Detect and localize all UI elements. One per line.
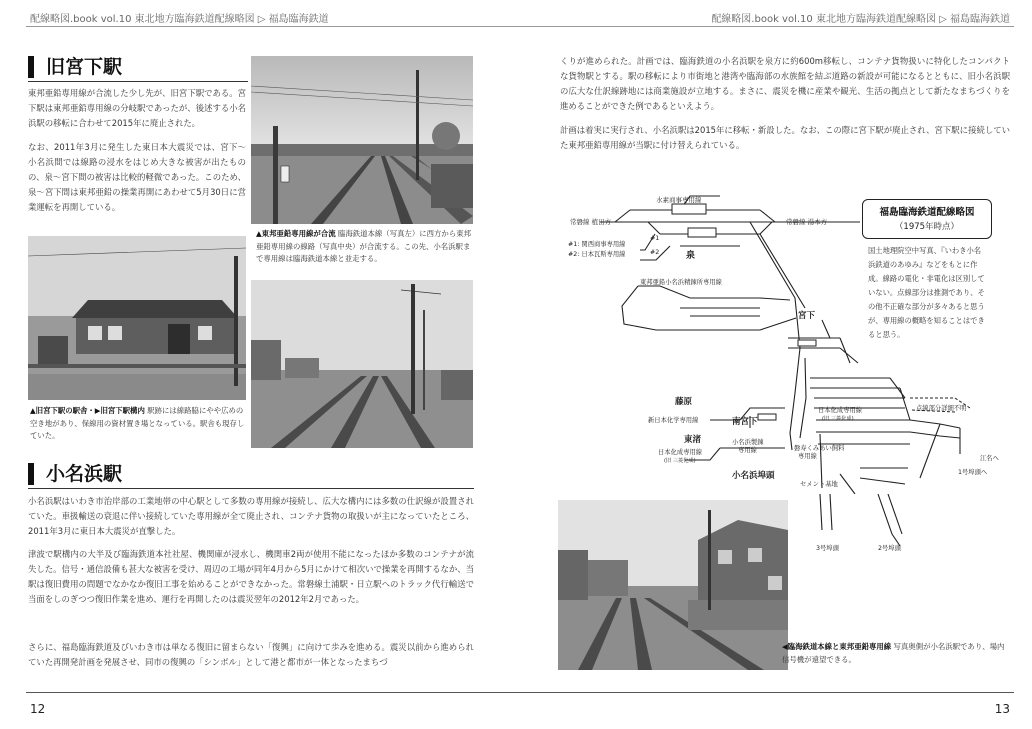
photo-miyashita-yard <box>251 280 473 448</box>
label-futou1: 1号埠頭へ <box>958 469 988 476</box>
diagram-legend <box>862 199 992 239</box>
label-tenfumei: 点線部分詳細不明 <box>916 405 967 412</box>
header-rule <box>26 26 1014 27</box>
legend-subtitle: （1975年時点） <box>894 222 960 232</box>
diagram-note: 国土地理院空中写真、『いわき小名浜鉄道のあゆみ』などをもとに作成。線路の電化・非電化は区別していない。点線部分は推測であり、その他不正確な部分が多々あると思うが、専用線の概略を知ることはできると思う。 <box>868 246 985 339</box>
label-miyashita: 宮下 <box>798 311 816 321</box>
caption-text: 臨海鉄道本線（写真左）に西方から東邦亜鉛専用線の線路（写真中央）が合流する。この先、小名浜駅まで専用線は臨海鉄道本線と並走する。 <box>256 229 471 263</box>
label-nihonkasei1: 日本化成専用線 <box>818 407 863 414</box>
label-izumi: 泉 <box>686 251 696 261</box>
caption-text: 写真奥側が小名浜駅であり、場内信号機が遠望できる。 <box>782 642 1005 664</box>
label-shinnihon: 新日本化学専用線 <box>648 417 699 424</box>
section-title-miyashita: 旧宮下駅 <box>28 56 122 78</box>
label-nihonkasei1-sub: (旧 三菱化成) <box>822 416 854 422</box>
paragraph-onahama-3: さらに、福島臨海鉄道及びいわき市は単なる復旧に留まらない「復興」に向けて歩みを進める。震災以前から進められていた再開発計画を発展させ、同市の復興の「シンボル」として港と都市が一体となったまちづ <box>28 642 474 667</box>
caption-photo-toho-merge <box>256 228 472 266</box>
page-number-right: 13 <box>994 702 1010 716</box>
label-n1: #1 <box>650 235 660 242</box>
photo-toho-merge <box>251 56 473 224</box>
caption-title: ▲東邦亜鉛専用線が合流 <box>256 229 336 238</box>
paragraph-miyashita-2: なお、2011年3月に発生した東日本大震災では、宮下～小名浜間では線路の浸水をはじめ大きな被害が出たものの、泉～宮下間の被害は比較的軽微であった。このため、泉～宮下間は東邦亜鉛の操業再開にあわせて5月30日に営業運転を再開している。 <box>28 142 246 212</box>
running-header-right: 配線略図.book vol.10 東北地方臨海鉄道配線略図 ▷ 福島臨海鉄道 <box>711 14 1010 25</box>
caption-text: 駅跡には線路脇にやや広めの空き地があり、保線用の資材置き場となっている。駅舎も現存していた。 <box>30 406 245 440</box>
label-yamakumiai-2: 専用線 <box>798 453 817 460</box>
label-onahama-seirensho-2: 専用線 <box>738 447 757 454</box>
caption-photo-miyashita <box>30 405 248 443</box>
page-number-left: 12 <box>30 702 46 716</box>
paragraph-right-2: 計画は着実に実行され、小名浜駅は2015年に移転・新設した。なお、この際に宮下駅が廃止され、宮下駅に接続していた東邦亜鉛専用線が当駅に付け替えられている。 <box>560 125 1010 150</box>
footer-rule <box>26 692 1014 693</box>
label-onahama-futou: 小名浜埠頭 <box>732 471 775 481</box>
label-futou2: 2号埠頭 <box>878 545 901 552</box>
label-cement: セメント基地 <box>800 481 838 488</box>
label-fujiwara: 藤原 <box>675 397 693 407</box>
label-higashinada: 東渚 <box>684 435 702 445</box>
label-enoe: 江名へ <box>980 455 999 462</box>
legend-title: 福島臨海鉄道配線略図 <box>879 207 975 218</box>
section-rule-onahama <box>28 488 474 489</box>
label-joban-ueda: 常磐線 植田方 <box>570 218 612 226</box>
label-futou3: 3号埠頭 <box>816 545 839 552</box>
paragraph-onahama-1: 小名浜駅はいわき市治岸部の工業地帯の中心駅として多数の専用線が接続し、広大な構内には多数の仕訳線が設置されていた。車扱輸送の衰退に伴い接続していた専用線が全て廃止され、コンテナ貨物の取扱いが主になっていたところ、2011年3月に東日本大震災が直撃した。 <box>28 496 474 536</box>
label-n2: #2 <box>650 249 660 256</box>
section-title-onahama: 小名浜駅 <box>28 463 122 485</box>
section-rule-miyashita <box>28 81 248 82</box>
label-joban-yumoto: 常磐線 湯本方 <box>786 218 828 226</box>
caption-title: ▲旧宮下駅の駅舎・▶旧宮下駅構内 <box>30 406 145 415</box>
label-sen2: #2: 日本瓦斯専用線 <box>568 251 626 258</box>
label-suigen: 水素商事専用線 <box>656 196 702 204</box>
label-sen1: #1: 関西商事専用線 <box>568 241 626 248</box>
track-layout-diagram-wharves <box>760 494 960 554</box>
photo-miyashita-station-building <box>28 236 246 400</box>
running-header-left: 配線略図.book vol.10 東北地方臨海鉄道配線略図 ▷ 福島臨海鉄道 <box>30 14 329 25</box>
label-minamimiyashita: 南宮下 <box>732 417 758 427</box>
label-onahama-seirensho: 小名浜製錬 <box>732 439 764 446</box>
label-nihonkasei2: 日本化成専用線 <box>658 449 703 456</box>
photo-mainline-and-spur <box>558 500 788 670</box>
caption-photo-mainline-and-spur <box>782 641 1008 666</box>
label-toho: 東邦亜鉛小名浜精錬所専用線 <box>640 279 722 286</box>
paragraph-onahama-2: 津波で駅構内の大半及び臨海鉄道本社社屋、機関庫が浸水し、機関車2両が使用不能になったほか多数のコンテナが流失した。信号・通信設備も甚大な被害を受け、周辺の工場が同年4月から5月にかけて相次いで操業を再開するなか、当駅は復旧費用の問題でなかなか復旧工事を始めることができなかった。常磐線土浦駅・日立駅へのトラック代行輸送で当面をしのぎつつ復旧作業を進め、運行を再開したのは震災翌年の2012年2月であった。 <box>28 549 474 604</box>
label-nihonkasei2-sub: (旧 三菱化成) <box>664 458 696 464</box>
caption-title: ◀臨海鉄道本線と東邦亜鉛専用線 <box>782 642 892 651</box>
paragraph-miyashita-1: 東邦亜鉛専用線が合流した少し先が、旧宮下駅である。宮下駅は東邦亜鉛専用線の分岐駅であったが、後述する小名浜駅の移転に合わせて2015年に廃止された。 <box>28 88 246 128</box>
label-yamakumiai: 磐寿くみあい飼料 <box>794 445 845 452</box>
paragraph-right-1: くりが進められた。計画では、臨海鉄道の小名浜駅を泉方に約600m移転し、コンテナ貨物扱いに特化したコンパクトな貨物駅とする。駅の移転により市街地と港湾や臨海部の水族館を結ぶ道路の新設が可能になるとともに、旧小名浜駅の広大な仕訳線跡地には商業施設が立地する。まさに、震災を機に産業や観光、生活の拠点として新たなまちづくりを進めることができた例であるといえよう。 <box>560 56 1010 111</box>
